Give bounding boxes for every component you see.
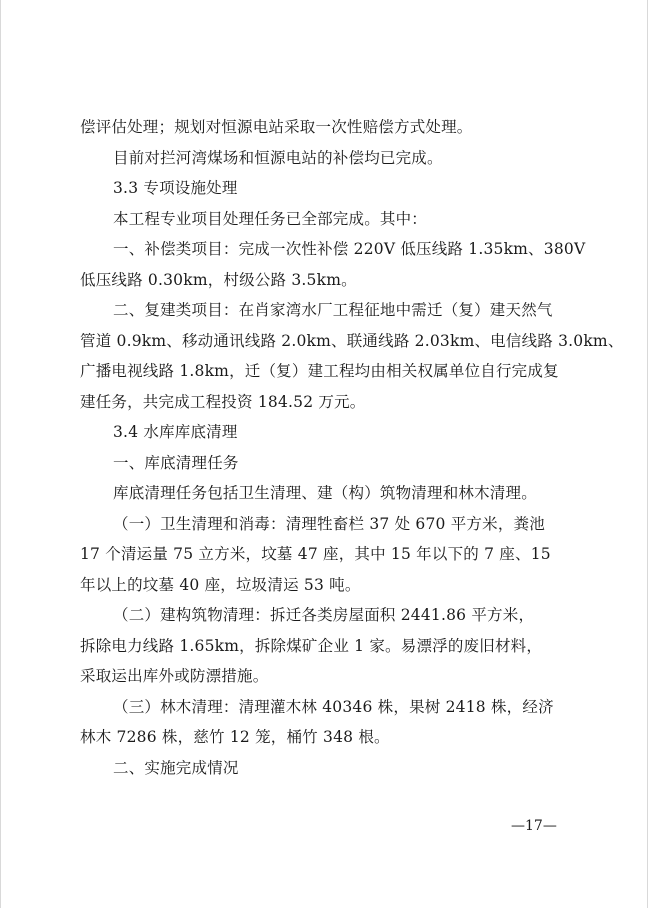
text-line-14: （一）卫生清理和消毒：清理牲畜栏 37 处 670 平方米，粪池 (113, 514, 545, 533)
text-line-10: 建任务，共完成工程投资 184.52 万元。 (80, 392, 366, 411)
section-heading-3-3: 3.3 专项设施处理 (113, 179, 238, 197)
text-line-16: 年以上的坟墓 40 座，垃圾清运 53 吨。 (80, 575, 361, 594)
text-line-18: 拆除电力线路 1.65km，拆除煤矿企业 1 家。易漂浮的废旧材料， (80, 636, 543, 655)
document-body (80, 112, 624, 783)
text-line-17: （二）建构筑物清理：拆迁各类房屋面积 2441.86 平方米， (113, 606, 535, 624)
subheading-completion: 二、实施完成情况 (113, 758, 239, 777)
text-line-1: 偿评估处理；规划对恒源电站采取一次性赔偿方式处理。 (80, 118, 473, 136)
text-line-15: 17 个清运量 75 立方米，坟墓 47 座，其中 15 年以下的 7 座、15 (80, 545, 551, 563)
text-line-20: （三）林木清理：清理灌木林 40346 株，果树 2418 株，经济 (113, 697, 554, 716)
text-line-6: 低压线路 0.30km，村级公路 3.5km。 (80, 270, 357, 289)
subheading-task: 一、库底清理任务 (113, 453, 239, 472)
text-line-13: 库底清理任务包括卫生清理、建（构）筑物清理和林木清理。 (113, 484, 537, 502)
section-heading-3-4: 3.4 水库库底清理 (113, 423, 238, 441)
text-line-8: 管道 0.9km、移动通讯线路 2.0km、联通线路 2.03km、电信线路 3.0km、 (80, 331, 624, 350)
page-number: —17— (511, 818, 557, 834)
text-line-19: 采取运出库外或防漂措施。 (80, 667, 269, 685)
text-line-9: 广播电视线路 1.8km，迁（复）建工程均由相关权属单位自行完成复 (80, 362, 559, 380)
text-line-5: 一、补偿类项目：完成一次性补偿 220V 低压线路 1.35km、380V (113, 240, 586, 258)
text-line-2: 目前对拦河湾煤场和恒源电站的补偿均已完成。 (113, 148, 443, 167)
text-line-7: 二、复建类项目：在肖家湾水厂工程征地中需迁（复）建天然气 (113, 301, 553, 319)
text-line-4: 本工程专业项目处理任务已全部完成。其中： (113, 209, 428, 228)
text-line-21: 林木 7286 株，慈竹 12 笼，桶竹 348 根。 (80, 728, 390, 746)
